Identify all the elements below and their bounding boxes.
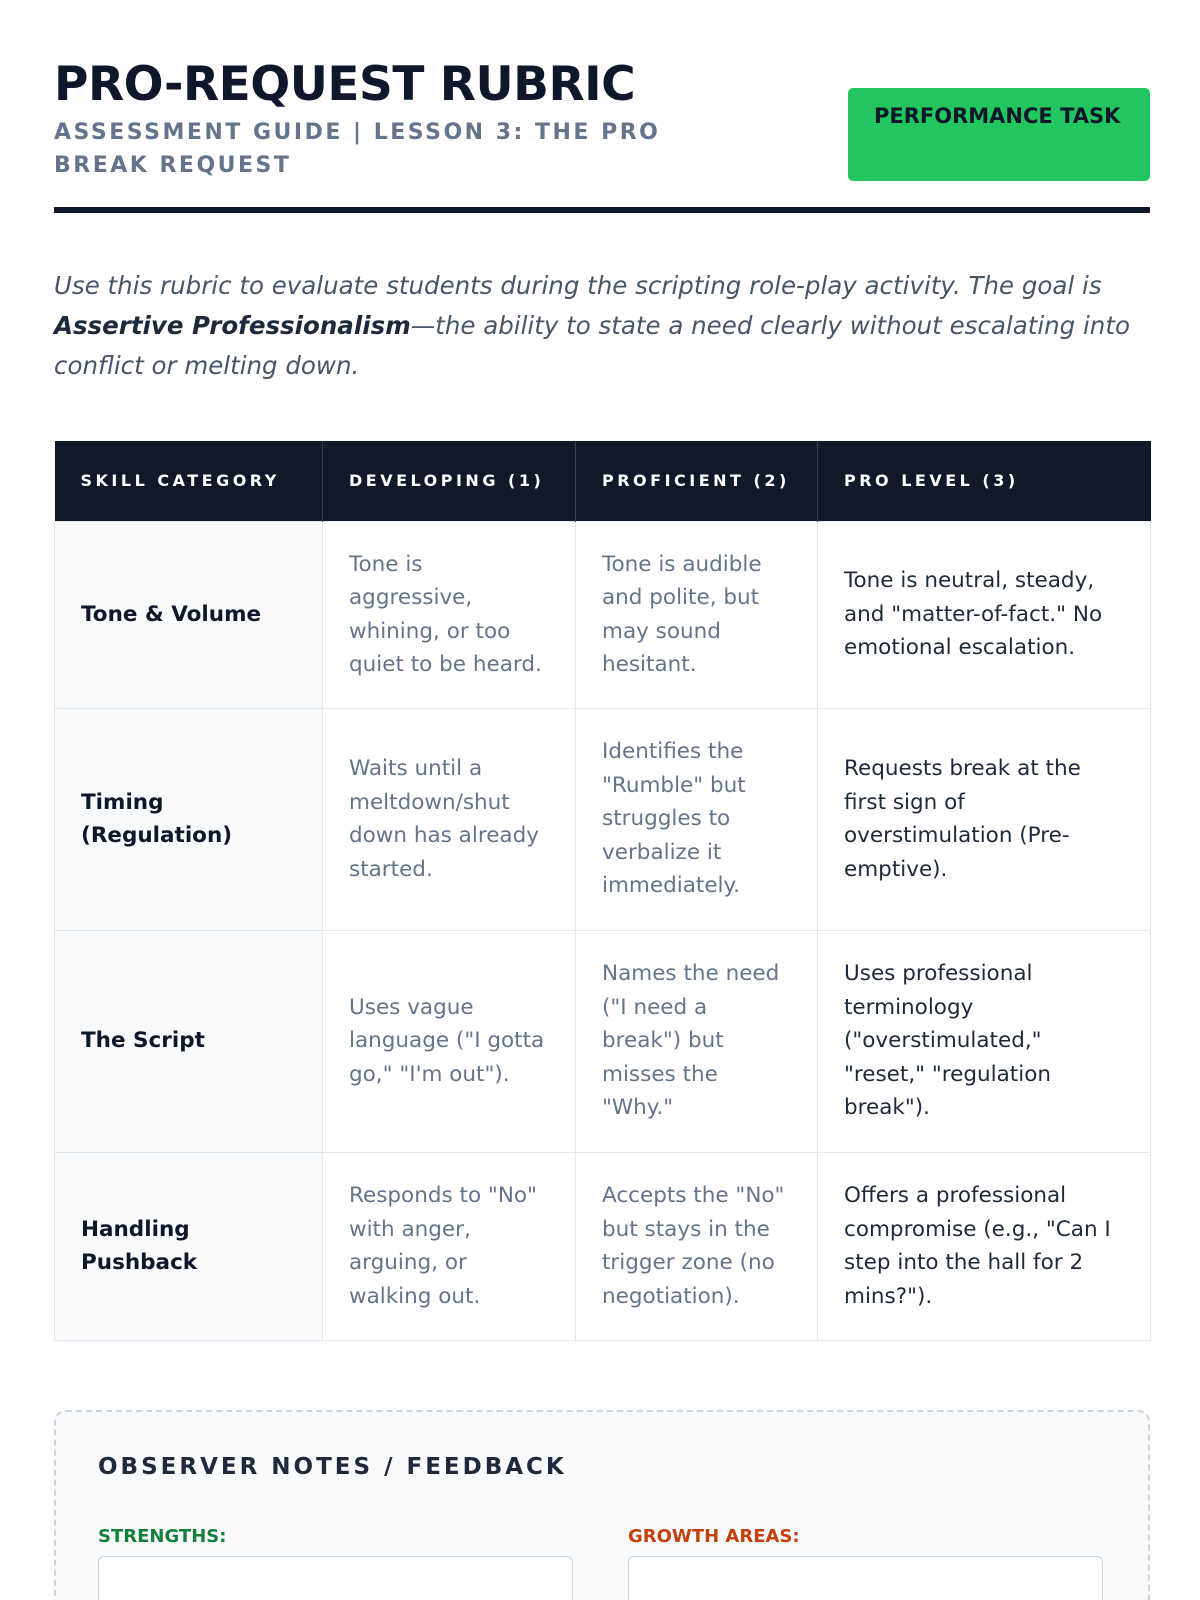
row-developing: Responds to "No" with anger, arguing, or walking out. xyxy=(323,1152,576,1340)
page-subtitle: ASSESSMENT GUIDE | LESSON 3: THE PRO BREAK REQUEST xyxy=(54,120,661,178)
table-row xyxy=(55,1152,1151,1340)
rubric-table xyxy=(54,441,1151,1341)
page-title: PRO-REQUEST RUBRIC xyxy=(54,57,636,112)
strengths-input[interactable] xyxy=(98,1556,573,1600)
row-pro-level: Offers a professional compromise (e.g., "Can I step into the hall for 2 mins?"). xyxy=(818,1152,1151,1340)
row-proficient: Tone is audible and polite, but may sound hesitant. xyxy=(576,521,818,708)
intro-text-before: Use this rubric to evaluate students during the scripting role-play activity. The goal is xyxy=(54,271,1102,300)
row-developing: Uses vague language ("I gotta go," "I'm out"). xyxy=(323,930,576,1152)
intro-paragraph xyxy=(54,266,1150,386)
row-category: Timing (Regulation) xyxy=(55,708,323,930)
row-developing: Tone is aggressive, whining, or too quiet to be heard. xyxy=(323,521,576,708)
row-proficient: Names the need ("I need a break") but misses the "Why." xyxy=(576,930,818,1152)
intro-text-after: —the ability to state a need clearly without escalating into conflict or melting down. xyxy=(54,311,1130,380)
strengths-label: STRENGTHS: xyxy=(98,1526,227,1547)
row-pro-level: Requests break at the first sign of overstimulation (Pre-emptive). xyxy=(818,708,1151,930)
row-proficient: Identifies the "Rumble" but struggles to verbalize it immediately. xyxy=(576,708,818,930)
table-header-row xyxy=(55,441,1151,521)
table-row xyxy=(55,930,1151,1152)
observer-notes-title: OBSERVER NOTES / FEEDBACK xyxy=(98,1454,567,1480)
row-category: Tone & Volume xyxy=(55,521,323,708)
row-category: Handling Pushback xyxy=(55,1152,323,1340)
observer-notes-panel xyxy=(54,1410,1150,1600)
growth-areas-label: GROWTH AREAS: xyxy=(628,1526,800,1547)
row-pro-level: Uses professional terminology ("overstimulated," "reset," "regulation break"). xyxy=(818,930,1151,1152)
header-skill-category: SKILL CATEGORY xyxy=(55,441,323,521)
row-category: The Script xyxy=(55,930,323,1152)
header-developing: DEVELOPING (1) xyxy=(323,441,576,521)
performance-task-badge: PERFORMANCE TASK xyxy=(848,88,1150,181)
row-pro-level: Tone is neutral, steady, and "matter-of-fact." No emotional escalation. xyxy=(818,521,1151,708)
header-pro-level: PRO LEVEL (3) xyxy=(818,441,1151,521)
growth-areas-input[interactable] xyxy=(628,1556,1103,1600)
header-divider xyxy=(54,207,1150,213)
row-proficient: Accepts the "No" but stays in the trigger zone (no negotiation). xyxy=(576,1152,818,1340)
intro-emphasis: Assertive Professionalism xyxy=(54,311,411,340)
table-row xyxy=(55,708,1151,930)
table-row xyxy=(55,521,1151,708)
page-header xyxy=(54,58,1150,218)
header-proficient: PROFICIENT (2) xyxy=(576,441,818,521)
row-developing: Waits until a meltdown/shut down has already started. xyxy=(323,708,576,930)
